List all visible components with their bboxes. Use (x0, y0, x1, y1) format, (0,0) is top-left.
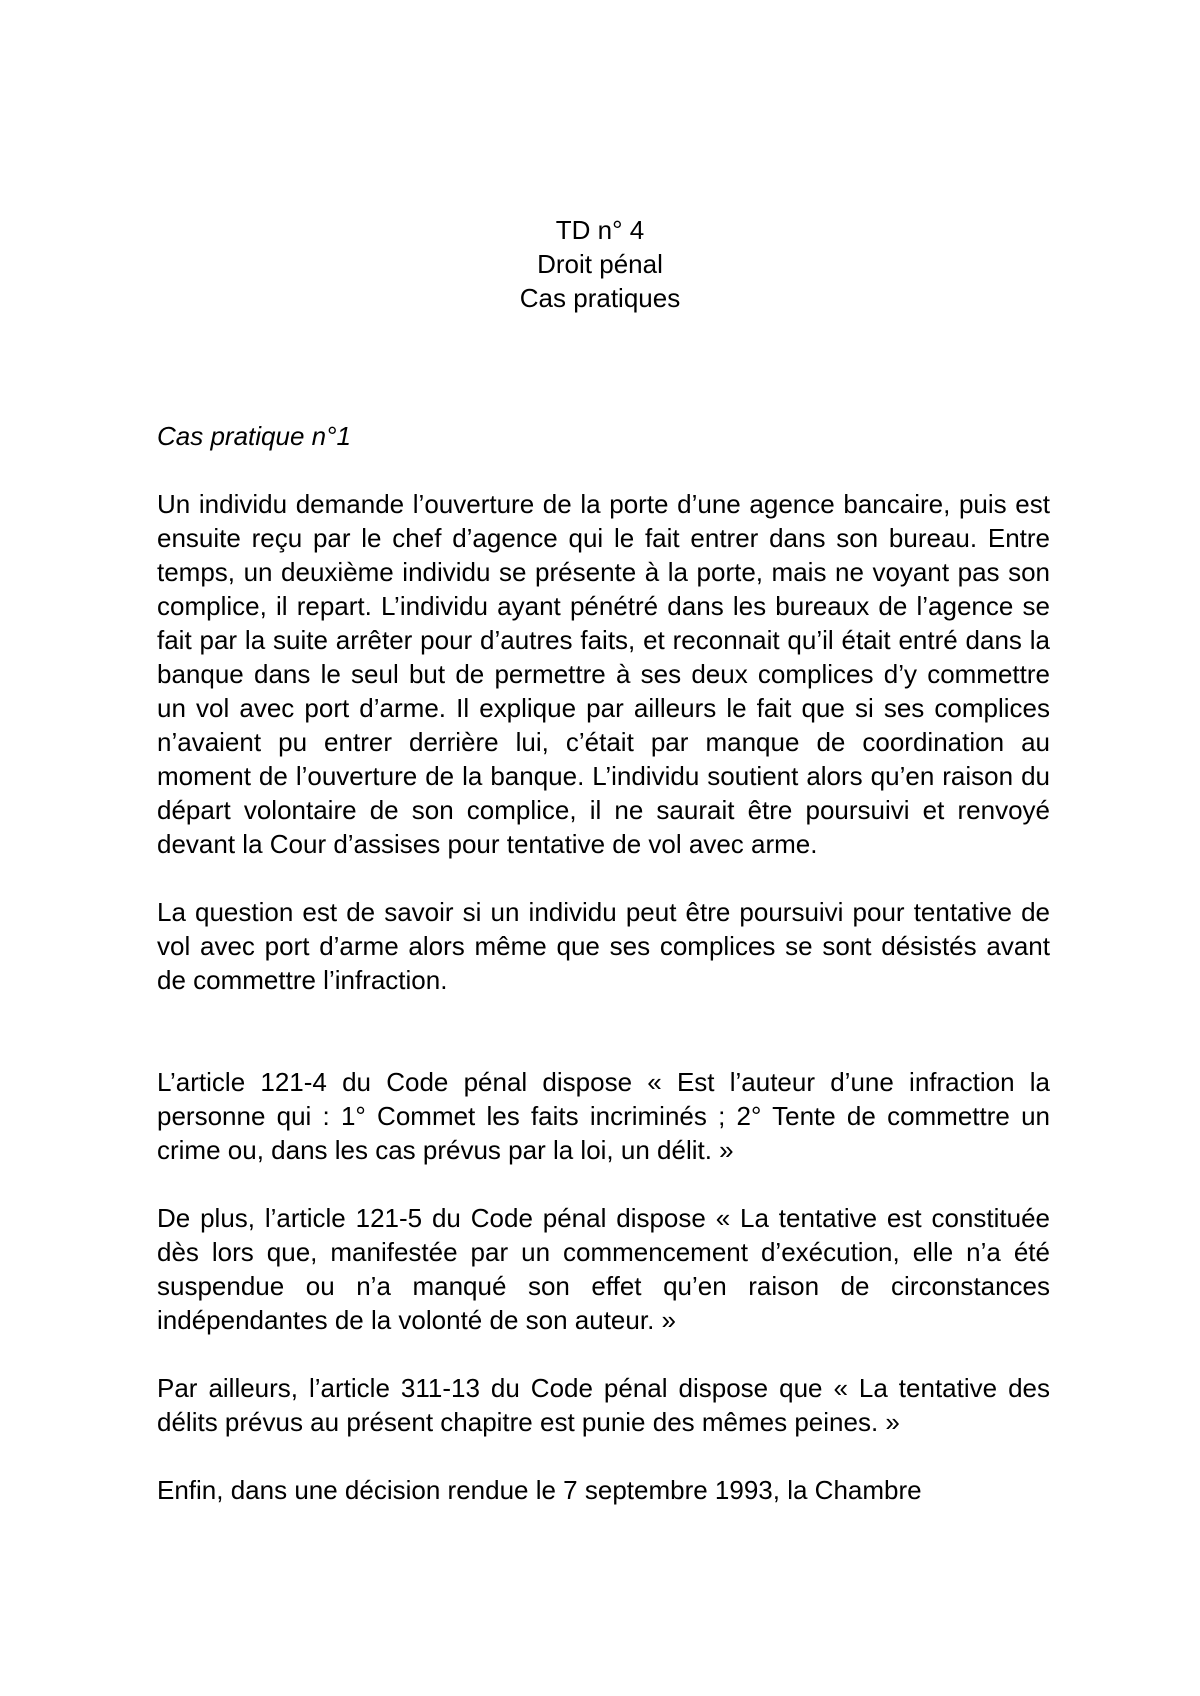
header-subject: Droit pénal (537, 249, 663, 279)
header-td-number: TD n° 4 (555, 215, 645, 245)
paragraph-decision: Enfin, dans une décision rendue le 7 septembre 1993, la Chambre (157, 1475, 922, 1505)
paragraph-article-311-13: Par ailleurs, l’article 311-13 du Code pénal dispose que « La tentative des délits prévus au présent chapitre est punie des mêmes peines. » (157, 1373, 1050, 1437)
document-body (157, 419, 1050, 1507)
paragraph-facts: Un individu demande l’ouverture de la porte d’une agence bancaire, puis est ensuite reçu par le chef d’agence qui le fait entrer dans son bureau. Entre temps, un deuxième individu se présente à la porte, mais ne voyant pas son complice, il repart. L’individu ayant pénétré dans les bureaux de l’agence se fait par la suite arrêter pour d’autres faits, et reconnait qu’il était entré dans la banque dans le seul but de permettre à ses deux complices d’y commettre un vol avec port d’arme. Il explique par ailleurs le fait que si ses complices n’avaient pu entrer derrière lui, c’était par manque de coordination au moment de l’ouverture de la banque. L’individu soutient alors qu’en raison du départ volontaire de son complice, il ne saurait être poursuivi et renvoyé devant la Cour d’assises pour tentative de vol avec arme. (157, 489, 1050, 859)
document-header (0, 213, 1200, 315)
header-type: Cas pratiques (519, 283, 681, 313)
paragraph-question: La question est de savoir si un individu peut être poursuivi pour tentative de vol avec port d’arme alors même que ses complices se sont désistés avant de commettre l’infraction. (157, 897, 1050, 995)
paragraph-article-121-4: L’article 121-4 du Code pénal dispose « Est l’auteur d’une infraction la personne qui : 1° Commet les faits incriminés ; 2° Tente de commettre un crime ou, dans les cas prévus par la loi, un délit. » (157, 1067, 1050, 1165)
case-title: Cas pratique n°1 (157, 421, 351, 451)
paragraph-article-121-5: De plus, l’article 121-5 du Code pénal dispose « La tentative est constituée dès lors que, manifestée par un commencement d’exécution, elle n’a été suspendue ou n’a manqué son effet qu’en raison de circonstances indépendantes de la volonté de son auteur. » (157, 1203, 1050, 1335)
